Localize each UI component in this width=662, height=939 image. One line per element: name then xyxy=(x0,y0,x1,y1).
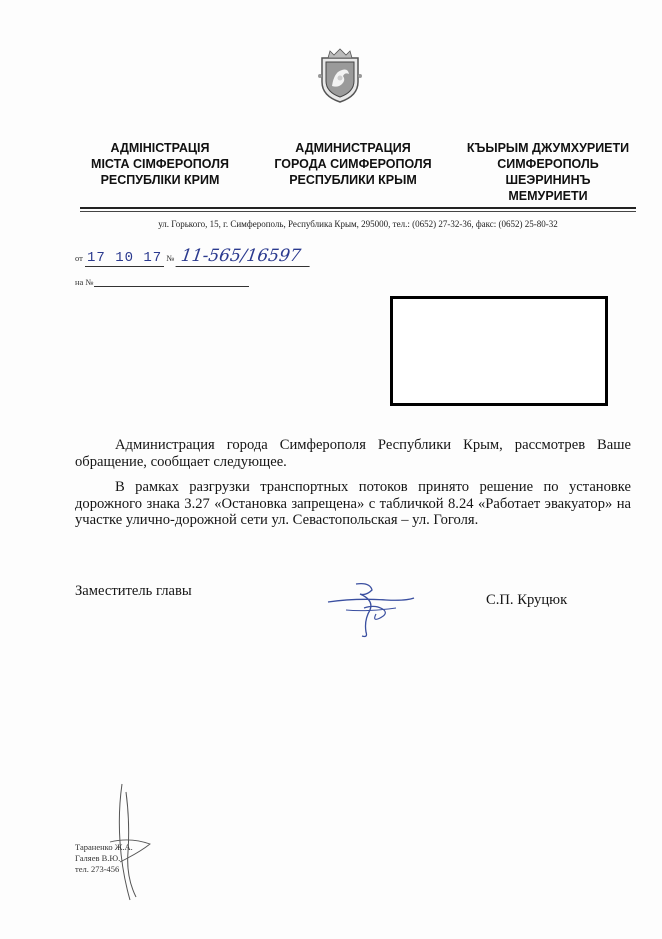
header-ua-line: АДМІНІСТРАЦІЯ xyxy=(110,141,210,155)
incoming-reference xyxy=(75,277,249,287)
header-ru-line: ГОРОДА СИМФЕРОПОЛЯ xyxy=(274,157,432,171)
header-russian xyxy=(262,140,444,188)
header-crh-line: СИМФЕРОПОЛЬ xyxy=(497,157,599,171)
executor-phone: тел. 273-456 xyxy=(75,864,120,874)
paragraph-text: В рамках разгрузки транспортных потоков принято решение по установке дорожного знака 3.27 «Остановка запрещена» с табличкой 8.24 «Работает эвакуатор» на участке улично-дорожной сети ул. Севастопольская – ул. Гоголя. xyxy=(75,479,631,528)
header-ukrainian xyxy=(80,140,240,188)
outgoing-date: 17 10 17 xyxy=(86,250,163,266)
executor-line: Тараненко Ж.А. xyxy=(75,842,133,852)
header-divider-thin xyxy=(80,211,636,212)
header-crimean-tatar xyxy=(456,140,640,204)
from-label: от xyxy=(75,253,83,263)
signatory-name: С.П. Круцюк xyxy=(486,592,568,608)
outgoing-number: 11-565/16597 xyxy=(175,246,312,267)
executor-block xyxy=(75,842,133,875)
number-label: № xyxy=(166,253,175,263)
header-divider-thick xyxy=(80,207,636,209)
executor-line: Галяев В.Ю. xyxy=(75,853,121,863)
header-crh-line: МЕМУРИЕТИ xyxy=(508,189,588,203)
header-crh-line: ШЕЭРИНИНЪ xyxy=(505,173,591,187)
incoming-number-blank xyxy=(94,286,249,287)
signatory-title: Заместитель главы xyxy=(75,583,192,599)
header-ru-line: РЕСПУБЛИКИ КРЫМ xyxy=(289,173,417,187)
address-line: ул. Горького, 15, г. Симферополь, Республика Крым, 295000, тел.: (0652) 27-32-36, факс: (0652) 25-80-32 xyxy=(158,219,558,229)
header-ua-line: РЕСПУБЛІКИ КРИМ xyxy=(100,173,220,187)
header-ru-line: АДМИНИСТРАЦИЯ xyxy=(295,141,411,155)
body-paragraph-2 xyxy=(75,479,631,529)
crimea-coat-of-arms-icon xyxy=(318,48,362,104)
outgoing-reference xyxy=(75,246,311,267)
incoming-number-label: на № xyxy=(75,277,94,287)
paragraph-text: Администрация города Симферополя Республики Крым, рассмотрев Ваше обращение, сообщает следующее. xyxy=(75,437,631,470)
header-crh-line: КЪЫРЫМ ДЖУМХУРИЕТИ xyxy=(466,141,630,155)
handwritten-signature xyxy=(326,580,416,640)
header-ua-line: МІСТА СІМФЕРОПОЛЯ xyxy=(91,157,229,171)
redacted-addressee-box xyxy=(390,296,608,406)
body-paragraph-1 xyxy=(75,437,631,470)
